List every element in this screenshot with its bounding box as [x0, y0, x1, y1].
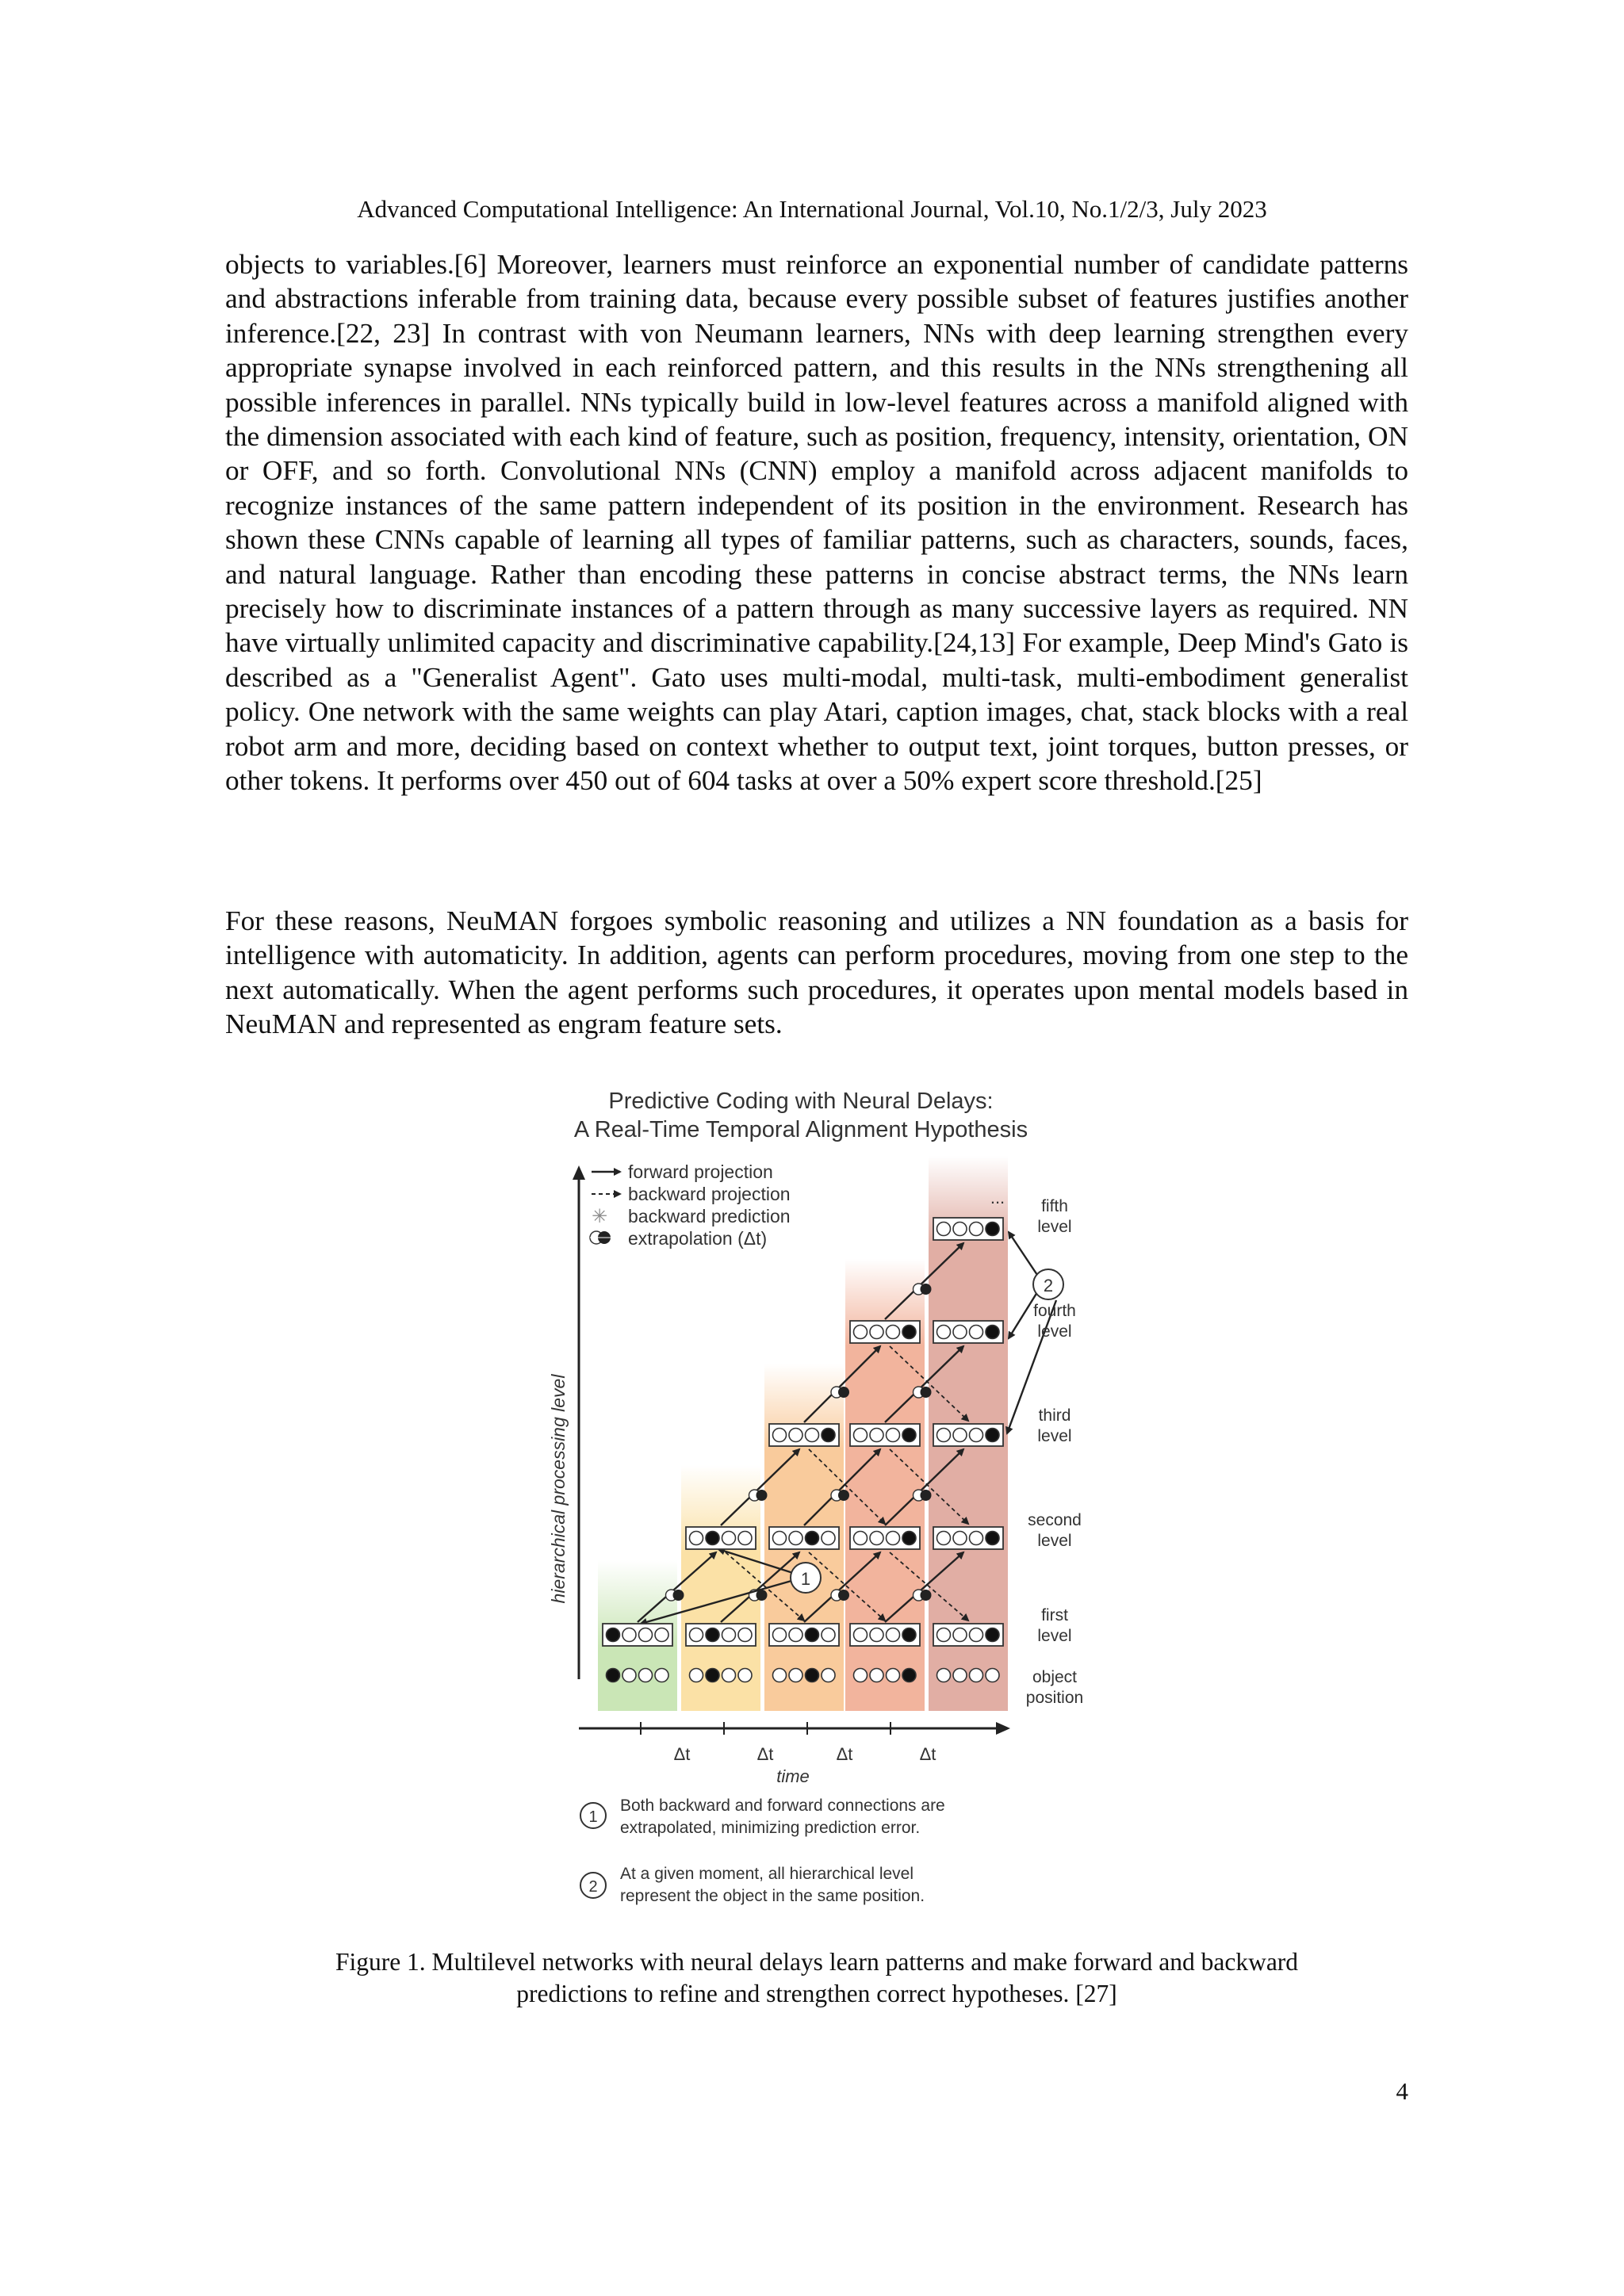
delta-t-label-3: Δt — [836, 1744, 853, 1764]
neuron — [887, 1532, 900, 1545]
neuron — [937, 1429, 951, 1442]
active-neuron — [806, 1532, 819, 1545]
extrapolation-icon — [749, 1490, 768, 1501]
fourth-level-node-4 — [850, 1321, 920, 1343]
figure-1-diagram — [539, 1077, 1094, 1933]
legend-forward-projection: forward projection — [628, 1161, 773, 1182]
journal-header: Advanced Computational Intelligence: An International Journal, Vol.10, No.1/2/3, July 2023 — [357, 195, 1267, 223]
fourth-level-node-5 — [933, 1321, 1003, 1343]
marker-1 — [791, 1563, 821, 1593]
neuron — [773, 1429, 787, 1442]
level-label-object-1: object — [1032, 1668, 1078, 1686]
neuron — [986, 1669, 999, 1682]
marker-1-label: 1 — [800, 1569, 811, 1589]
neuron — [773, 1628, 787, 1642]
paragraph-text: objects to variables.[6] Moreover, learners must reinforce an exponential number of candidate patterns and abstractions inferable from training data, because every possible subset of features justifies another inference.[22, 23] In contrast with von Neumann learners, NNs with deep learning strengthen every appropriate synapse involved in each reinforced pattern, and this results in the NNs strengthening all possible inferences in parallel. NNs typically build in low-level features across a manifold aligned with the dimension associated with each kind of feature, such as position, frequency, intensity, orientation, ON or OFF, and so forth. Convolutional NNs (CNN) employ a manifold across adjacent manifolds to recognize instances of the same pattern independent of its position in the environment. Research has shown these CNNs capable of learning all types of familiar patterns, such as characters, sounds, faces, and natural language. Rather than encoding these patterns in concise abstract terms, the NNs learn precisely how to discriminate instances of a pattern through as many successive layers as required. NN have virtually unlimited capacity and discriminative capability.[24,13] For example, Deep Mind's Gato is described as a "Generalist Agent". Gato uses multi-modal, multi-task, multi-embodiment generalist policy. One network with the same weights can play Atari, caption images, chat, stack blocks with a real robot arm and more, deciding based on context whether to output text, joint torques, button presses, or other tokens. It performs over 450 out of 604 tasks at over a 50% expert score threshold.[25] — [225, 249, 1408, 797]
neuron — [937, 1532, 951, 1545]
neuron — [822, 1628, 835, 1642]
neuron — [854, 1429, 868, 1442]
first-level-node-4 — [850, 1624, 920, 1646]
level-label-fifth-2: level — [1037, 1218, 1072, 1236]
neuron — [789, 1429, 802, 1442]
neuron — [937, 1326, 951, 1339]
marker-2 — [1033, 1269, 1063, 1299]
time-axis — [579, 1722, 1010, 1786]
fifth-level-node-5 — [933, 1218, 1003, 1240]
body-paragraph-2 — [225, 904, 1408, 1042]
neuron — [690, 1628, 703, 1642]
delta-t-label-2: Δt — [756, 1744, 774, 1764]
delta-t-label-4: Δt — [919, 1744, 936, 1764]
third-level-node-4 — [850, 1424, 920, 1446]
more-levels-ellipsis: ... — [990, 1188, 1005, 1207]
level-label-third-2: level — [1037, 1427, 1072, 1445]
marker-2-pointer — [1009, 1232, 1037, 1275]
active-neuron — [986, 1429, 999, 1442]
active-neuron — [806, 1669, 819, 1682]
active-neuron — [902, 1532, 916, 1545]
third-level-node-5 — [933, 1424, 1003, 1446]
active-neuron — [902, 1628, 916, 1642]
active-neuron — [806, 1628, 819, 1642]
marker-2-label: 2 — [1043, 1276, 1054, 1295]
active-neuron — [986, 1628, 999, 1642]
active-neuron — [706, 1669, 719, 1682]
note-2-line-1: At a given moment, all hierarchical level — [620, 1865, 914, 1883]
neuron — [953, 1628, 967, 1642]
extrapolation-icon — [666, 1590, 684, 1601]
neuron — [937, 1669, 951, 1682]
level-label-first-1: first — [1041, 1606, 1068, 1624]
neuron — [722, 1532, 736, 1545]
level-label-fourth-1: fourth — [1033, 1302, 1076, 1320]
note-1-marker: 1 — [588, 1808, 598, 1826]
extrapolation-icon — [914, 1490, 932, 1501]
neuron — [937, 1223, 951, 1236]
active-neuron — [902, 1669, 916, 1682]
active-neuron — [986, 1532, 999, 1545]
y-axis-arrowhead — [573, 1165, 585, 1180]
extrapolation-symbol-icon — [590, 1231, 611, 1244]
note-1-line-2: extrapolated, minimizing prediction error. — [620, 1819, 921, 1837]
neuron — [970, 1532, 983, 1545]
neuron — [970, 1669, 983, 1682]
neuron — [953, 1532, 967, 1545]
neuron — [806, 1429, 819, 1442]
level-label-fifth-1: fifth — [1041, 1197, 1068, 1215]
neuron — [639, 1628, 653, 1642]
neuron — [870, 1628, 883, 1642]
figure-title-line-1: Predictive Coding with Neural Delays: — [608, 1089, 994, 1114]
neuron — [937, 1628, 951, 1642]
neuron — [953, 1326, 967, 1339]
extrapolation-icon — [831, 1387, 849, 1398]
active-neuron — [986, 1223, 999, 1236]
neuron — [854, 1669, 868, 1682]
active-neuron — [706, 1628, 719, 1642]
second-level-node-4 — [850, 1527, 920, 1549]
delta-t-label-1: Δt — [673, 1744, 691, 1764]
y-axis-label: hierarchical processing level — [548, 1374, 569, 1604]
figure-caption — [225, 1946, 1408, 2010]
active-neuron — [986, 1326, 999, 1339]
neuron — [773, 1532, 787, 1545]
neuron — [822, 1669, 835, 1682]
neuron — [738, 1628, 752, 1642]
extrapolation-icon — [831, 1590, 849, 1601]
neuron — [738, 1669, 752, 1682]
neuron — [970, 1628, 983, 1642]
extrapolation-icon — [914, 1284, 932, 1295]
second-level-node-5 — [933, 1527, 1003, 1549]
third-level-node-3 — [769, 1424, 839, 1446]
neuron — [870, 1669, 883, 1682]
neuron — [722, 1628, 736, 1642]
neuron — [870, 1429, 883, 1442]
legend-backward-projection: backward projection — [628, 1184, 791, 1204]
neuron — [622, 1669, 636, 1682]
active-neuron — [607, 1628, 620, 1642]
neuron — [639, 1669, 653, 1682]
neuron — [887, 1326, 900, 1339]
neuron — [870, 1532, 883, 1545]
neuron — [773, 1669, 787, 1682]
level-label-first-2: level — [1037, 1627, 1072, 1645]
figure-note-2 — [580, 1865, 925, 1905]
caption-line-1: Figure 1. Multilevel networks with neural delays learn patterns and make forward and backward — [335, 1948, 1299, 1976]
extrapolation-icon — [914, 1387, 932, 1398]
neuron — [953, 1669, 967, 1682]
neuron — [870, 1326, 883, 1339]
neuron — [854, 1326, 868, 1339]
level-label-third-1: third — [1038, 1406, 1071, 1425]
caption-line-2: predictions to refine and strengthen correct hypotheses. [27] — [516, 1980, 1117, 2007]
neuron — [789, 1669, 802, 1682]
neuron — [690, 1669, 703, 1682]
first-level-node-5 — [933, 1624, 1003, 1646]
first-level-node-3 — [769, 1624, 839, 1646]
neuron — [789, 1532, 802, 1545]
neuron — [822, 1532, 835, 1545]
legend — [590, 1161, 791, 1249]
body-paragraph-1 — [225, 247, 1408, 798]
active-neuron — [902, 1326, 916, 1339]
second-level-node-2 — [686, 1527, 756, 1549]
level-label-second-2: level — [1037, 1532, 1072, 1550]
first-level-node-2 — [686, 1624, 756, 1646]
neuron — [887, 1628, 900, 1642]
neuron — [854, 1532, 868, 1545]
note-2-line-2: represent the object in the same position. — [620, 1887, 925, 1905]
extrapolation-icon — [914, 1590, 932, 1601]
time-axis-arrowhead — [996, 1722, 1010, 1735]
first-level-node-1 — [603, 1624, 672, 1646]
neuron — [722, 1669, 736, 1682]
legend-extrapolation: extrapolation (Δt) — [628, 1228, 768, 1249]
active-neuron — [902, 1429, 916, 1442]
neuron — [970, 1223, 983, 1236]
extrapolation-icon — [831, 1490, 849, 1501]
neuron — [953, 1429, 967, 1442]
neuron — [970, 1326, 983, 1339]
active-neuron — [706, 1532, 719, 1545]
neuron — [854, 1628, 868, 1642]
neuron — [887, 1669, 900, 1682]
level-label-second-1: second — [1028, 1511, 1082, 1529]
neuron — [655, 1669, 668, 1682]
figure-title-line-2: A Real-Time Temporal Alignment Hypothesis — [573, 1117, 1028, 1142]
active-neuron — [607, 1669, 620, 1682]
neuron — [622, 1628, 636, 1642]
level-label-fourth-2: level — [1037, 1322, 1072, 1341]
neuron — [953, 1223, 967, 1236]
note-2-marker: 2 — [588, 1878, 598, 1896]
figure-note-1 — [580, 1797, 945, 1837]
neuron — [690, 1532, 703, 1545]
neuron — [789, 1628, 802, 1642]
neuron — [887, 1429, 900, 1442]
page-number: 4 — [1396, 2077, 1408, 2105]
paragraph-text: For these reasons, NeuMAN forgoes symbolic reasoning and utilizes a NN foundation as a basis for intelligence with automaticity. In addition, agents can perform procedures, moving from one step to the next automatically. When the agent performs such procedures, it operates upon mental models based in NeuMAN and represented as engram feature sets. — [225, 905, 1408, 1040]
neuron — [970, 1429, 983, 1442]
active-neuron — [822, 1429, 835, 1442]
legend-backward-prediction: backward prediction — [628, 1206, 791, 1226]
note-1-line-1: Both backward and forward connections are — [620, 1797, 945, 1815]
time-axis-label: time — [776, 1766, 810, 1786]
second-level-node-3 — [769, 1527, 839, 1549]
neuron — [655, 1628, 668, 1642]
neuron — [738, 1532, 752, 1545]
level-label-object-2: position — [1025, 1689, 1084, 1707]
backward-prediction-asterisk-icon: ✳ — [591, 1206, 608, 1227]
